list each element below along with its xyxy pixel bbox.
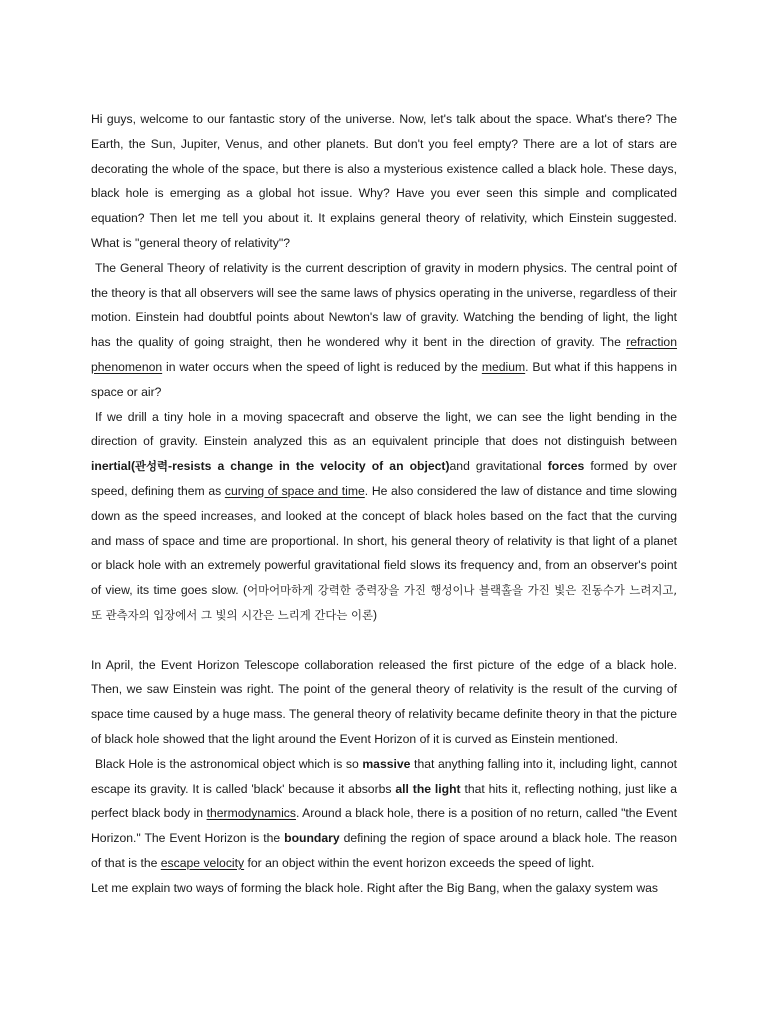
bold-term-inertial-open: inertial(	[91, 459, 136, 474]
korean-gloss-inertial: 관성력	[135, 459, 169, 474]
document-page	[91, 107, 677, 901]
underlined-term-curving: curving of space and time	[224, 483, 365, 498]
bold-term-massive: massive	[362, 756, 411, 771]
korean-translation: 어마어마하게 강력한 중력장을 가진 행성이나 블랙홀을 가진 빛은 진동수가 느려지고, 또 관측자의 입장에서 그 빛의 시간은 느리게 간다는 이론	[91, 583, 677, 622]
text-run: that anything falling into it, including light, cannot escape its gravity. It is called 'black' because it absorbs	[91, 756, 677, 796]
paragraph-intro: Hi guys, welcome to our fantastic story of the universe. Now, let's talk about the space. What's there? The Earth, the Sun, Jupiter, Venus, and other planets. But don't you feel empty? There are a lot of stars are decorating the whole of the space, but there is also a mysterious existence called a black hole. These days, black hole is emerging as a global hot issue. Why? Have you ever seen this simple and complicated equation? Then let me tell you about it. It explains general theory of relativity, which Einstein suggested. What is "general theory of relativity"?	[91, 112, 677, 250]
text-run: . But what if this happens in space or air?	[91, 359, 677, 399]
underlined-term-medium: medium	[481, 359, 526, 374]
paragraph-event-horizon-telescope: In April, the Event Horizon Telescope collaboration released the first picture of the edge of a black hole. Then, we saw Einstein was right. The point of the general theory of relativity is the result of the curving of space time caused by a huge mass. The general theory of relativity became definite theory in that the picture of black hole showed that the light around the Event Horizon of it is curved as Einstein mentioned.	[91, 657, 677, 746]
text-run: If we drill a tiny hole in a moving spacecraft and observe the light, we can see the light bending in the direction of gravity. Einstein analyzed this as an equivalent principle that does not distinguish between	[91, 409, 677, 449]
paragraph-general-relativity	[91, 256, 677, 405]
bold-term-inertial-rest: -resists a change in the velocity of an object)	[168, 459, 450, 474]
text-run: . Around a black hole, there is a position of no return, called "the Event Horizon." The Event Horizon is the	[91, 806, 677, 846]
bold-term-forces: forces	[547, 459, 585, 474]
underlined-term-refraction: refraction phenomenon	[91, 335, 677, 374]
text-run: that hits it, reflecting nothing, just like a perfect black body in	[91, 781, 678, 821]
underlined-term-thermodynamics: thermodynamics	[206, 806, 296, 821]
text-run: in water occurs when the speed of light is reduced by the	[162, 359, 482, 374]
bold-term-boundary: boundary	[284, 831, 340, 846]
text-run: formed by over speed, defining them as	[91, 459, 678, 498]
underlined-term-escape-velocity: escape velocity	[160, 855, 245, 870]
paragraph-equivalence-principle	[91, 405, 677, 628]
paragraph-gap	[91, 628, 677, 653]
text-run: Black Hole is the astronomical object which is so	[95, 756, 363, 771]
text-run: and gravitational	[449, 459, 548, 474]
text-run: )	[373, 607, 378, 622]
bold-term-inertial	[91, 459, 450, 473]
text-run: The General Theory of relativity is the current description of gravity in modern physics. The central point of the theory is that all observers will see the same laws of physics operating in the universe, regardless of their motion. Einstein had doubtful points about Newton's law of gravity. Watching the bending of light, the light has the quality of going straight, then he wondered why it bent in the direction of gravity. The	[91, 260, 677, 350]
text-run: for an object within the event horizon exceeds the speed of light.	[244, 855, 595, 870]
paragraph-black-hole-definition	[91, 752, 677, 876]
text-run: defining the region of space around a black hole. The reason of that is the	[91, 831, 677, 870]
bold-term-all-the-light: all the light	[395, 781, 461, 796]
paragraph-formation: Let me explain two ways of forming the black hole. Right after the Big Bang, when the galaxy system was	[91, 880, 659, 895]
text-run: . He also considered the law of distance and time slowing down as the speed increases, and looked at the concept of black holes based on the fact that the curving and mass of space and time are proportional. In short, his general theory of relativity is that light of a planet or black hole with an extremely powerful gravitational field slows its frequency and, from an observer's point of view, its time goes slow. (	[91, 483, 677, 598]
